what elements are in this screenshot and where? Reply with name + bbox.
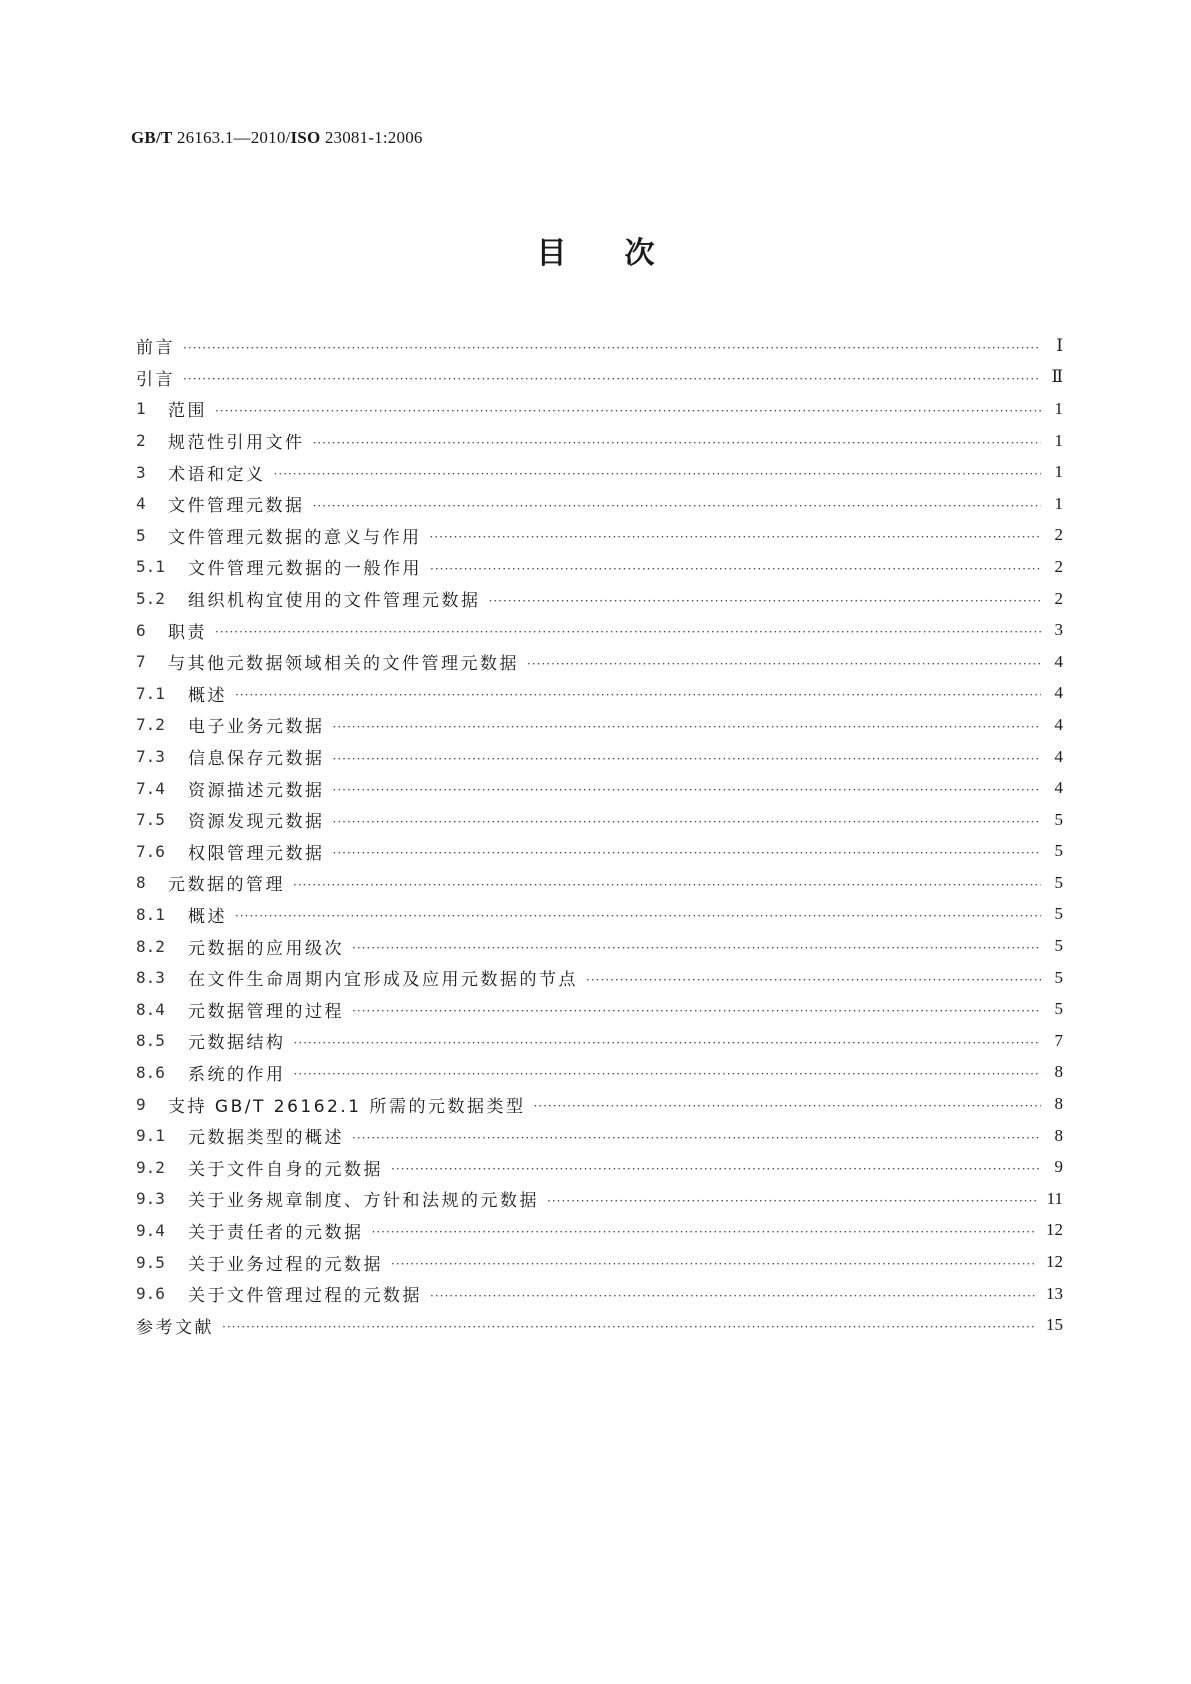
toc-entry-page: 4 xyxy=(1054,683,1063,703)
toc-entry[interactable] xyxy=(136,1278,1063,1310)
toc-dot-leader xyxy=(586,974,1041,986)
toc-entry-number: 5.1 xyxy=(136,557,165,577)
toc-dot-leader xyxy=(183,342,1041,354)
toc-entry-title: 引言 xyxy=(136,369,175,390)
toc-entry-number: 9.4 xyxy=(136,1220,165,1240)
toc-entry[interactable] xyxy=(136,1120,1063,1152)
toc-entry-page: Ⅱ xyxy=(1051,367,1063,387)
toc-entry-page: 5 xyxy=(1054,967,1063,987)
toc-entry-page: 5 xyxy=(1054,809,1063,829)
toc-entry-number: 9.5 xyxy=(136,1252,165,1272)
toc-dot-leader xyxy=(333,784,1042,796)
toc-dot-leader xyxy=(235,910,1041,922)
toc-entry-title: 前言 xyxy=(136,338,175,359)
toc-entry-title: 元数据类型的概述 xyxy=(188,1128,344,1149)
toc-entry-title: 关于文件自身的元数据 xyxy=(188,1159,383,1180)
toc-entry[interactable] xyxy=(136,1246,1063,1278)
toc-dot-leader xyxy=(372,1226,1037,1238)
toc-dot-leader xyxy=(235,689,1041,701)
toc-dot-leader xyxy=(313,500,1042,512)
toc-entry-number: 7.2 xyxy=(136,715,165,735)
toc-entry-page: 15 xyxy=(1046,1315,1063,1335)
toc-entry[interactable] xyxy=(136,867,1063,899)
toc-entry-number: 9 xyxy=(136,1094,146,1114)
toc-dot-leader xyxy=(527,658,1041,670)
toc-entry-page: 2 xyxy=(1054,588,1063,608)
toc-entry-title: 电子业务元数据 xyxy=(188,717,325,738)
toc-entry-page: 5 xyxy=(1054,936,1063,956)
toc-entry-number: 8 xyxy=(136,873,146,893)
toc-entry[interactable] xyxy=(136,425,1063,457)
toc-entry-page: 3 xyxy=(1054,620,1063,640)
toc-entry-number: 7.6 xyxy=(136,841,165,861)
toc-entry-page: 4 xyxy=(1054,778,1063,798)
toc-entry-title: 参考文献 xyxy=(136,1317,214,1338)
toc-entry-title: 关于业务过程的元数据 xyxy=(188,1254,383,1275)
toc-dot-leader xyxy=(274,468,1042,480)
toc-entry-title: 信息保存元数据 xyxy=(188,749,325,770)
toc-dot-leader xyxy=(391,1163,1041,1175)
toc-entry-title: 概述 xyxy=(188,685,227,706)
toc-dot-leader xyxy=(489,595,1042,607)
toc-dot-leader xyxy=(333,721,1042,733)
toc-entry[interactable] xyxy=(136,678,1063,710)
toc-entry-page: Ⅰ xyxy=(1056,335,1063,355)
toc-entry[interactable] xyxy=(136,1151,1063,1183)
toc-entry-page: 2 xyxy=(1054,556,1063,576)
toc-entry[interactable] xyxy=(136,741,1063,773)
toc-entry-number: 8.6 xyxy=(136,1062,165,1082)
toc-dot-leader xyxy=(430,563,1041,575)
toc-dot-leader xyxy=(183,373,1041,385)
toc-entry-page: 8 xyxy=(1054,1062,1063,1082)
toc-dot-leader xyxy=(294,1068,1042,1080)
toc-entry[interactable] xyxy=(136,899,1063,931)
iso-number: 23081-1:2006 xyxy=(320,128,423,147)
toc-entry-number: 4 xyxy=(136,494,146,514)
toc-entry[interactable] xyxy=(136,836,1063,868)
toc-entry-page: 4 xyxy=(1054,714,1063,734)
toc-entry-page: 2 xyxy=(1054,525,1063,545)
toc-dot-leader xyxy=(293,879,1041,891)
toc-entry-title: 在文件生命周期内宜形成及应用元数据的节点 xyxy=(188,970,578,991)
toc-entry-number: 8.4 xyxy=(136,999,165,1019)
toc-entry-number: 7.5 xyxy=(136,810,165,830)
toc-entry[interactable] xyxy=(136,456,1063,488)
toc-entry-number: 6 xyxy=(136,620,146,640)
toc-entry-title: 与其他元数据领域相关的文件管理元数据 xyxy=(168,654,519,675)
standard-designation xyxy=(131,128,423,148)
toc-entry[interactable] xyxy=(136,1057,1063,1089)
toc-entry[interactable] xyxy=(136,962,1063,994)
toc-dot-leader xyxy=(215,405,1041,417)
toc-entry-title: 权限管理元数据 xyxy=(188,843,325,864)
toc-entry-title: 文件管理元数据的意义与作用 xyxy=(168,527,422,548)
toc-entry-number: 8.1 xyxy=(136,904,165,924)
toc-entry-title: 资源发现元数据 xyxy=(188,812,325,833)
toc-entry-title: 组织机构宜使用的文件管理元数据 xyxy=(188,591,481,612)
toc-entry-number: 8.5 xyxy=(136,1031,165,1051)
toc-entry-title: 关于文件管理过程的元数据 xyxy=(188,1286,422,1307)
toc-entry[interactable] xyxy=(136,551,1063,583)
iso-prefix: ISO xyxy=(290,128,321,147)
toc-entry[interactable] xyxy=(136,1025,1063,1057)
toc-entry[interactable] xyxy=(136,646,1063,678)
toc-entry-page: 5 xyxy=(1054,872,1063,892)
toc-entry-page: 7 xyxy=(1054,1030,1063,1050)
toc-entry[interactable] xyxy=(136,1183,1063,1215)
toc-dot-leader xyxy=(352,942,1041,954)
toc-entry[interactable] xyxy=(136,804,1063,836)
toc-entry-number: 5 xyxy=(136,525,146,545)
toc-entry-number: 3 xyxy=(136,462,146,482)
toc-entry-page: 1 xyxy=(1054,462,1063,482)
toc-entry-title: 术语和定义 xyxy=(168,464,266,485)
toc-entry-page: 4 xyxy=(1054,651,1063,671)
toc-dot-leader xyxy=(222,1321,1036,1333)
toc-entry-number: 7.3 xyxy=(136,747,165,767)
toc-entry[interactable] xyxy=(136,330,1063,362)
toc-entry-title: 文件管理元数据的一般作用 xyxy=(188,559,422,580)
toc-entry[interactable] xyxy=(136,1215,1063,1247)
toc-entry-title: 范围 xyxy=(168,401,207,422)
toc-entry-number: 8.3 xyxy=(136,968,165,988)
toc-entry-title: 规范性引用文件 xyxy=(168,433,305,454)
toc-entry[interactable] xyxy=(136,488,1063,520)
toc-entry-number: 9.2 xyxy=(136,1157,165,1177)
toc-dot-leader xyxy=(333,753,1042,765)
toc-dot-leader xyxy=(430,531,1042,543)
toc-entry-title: 概述 xyxy=(188,906,227,927)
toc-entry[interactable] xyxy=(136,772,1063,804)
page-title: 目次 xyxy=(536,236,713,271)
table-of-contents xyxy=(136,330,1063,1341)
toc-entry-number: 7.1 xyxy=(136,683,165,703)
toc-dot-leader xyxy=(294,1037,1042,1049)
toc-entry[interactable] xyxy=(136,393,1063,425)
toc-entry-title: 关于业务规章制度、方针和法规的元数据 xyxy=(188,1191,539,1212)
toc-entry-title: 元数据结构 xyxy=(188,1033,286,1054)
toc-entry-page: 1 xyxy=(1054,398,1063,418)
toc-entry-title: 职责 xyxy=(168,622,207,643)
toc-entry-number: 9.6 xyxy=(136,1284,165,1304)
toc-entry-page: 5 xyxy=(1054,904,1063,924)
std-number: 26163.1—2010/ xyxy=(172,128,291,147)
toc-entry-number: 2 xyxy=(136,431,146,451)
toc-entry-number: 5.2 xyxy=(136,589,165,609)
toc-entry-number: 8.2 xyxy=(136,936,165,956)
toc-entry-title: 关于责任者的元数据 xyxy=(188,1222,364,1243)
toc-entry-title: 支持 GB/T 26162.1 所需的元数据类型 xyxy=(168,1096,526,1117)
toc-entry[interactable] xyxy=(136,1088,1063,1120)
toc-entry-page: 8 xyxy=(1054,1094,1063,1114)
toc-entry-title: 文件管理元数据 xyxy=(168,496,305,517)
toc-entry-page: 13 xyxy=(1046,1283,1063,1303)
toc-entry-page: 12 xyxy=(1046,1252,1063,1272)
toc-dot-leader xyxy=(391,1258,1036,1270)
toc-entry-number: 7.4 xyxy=(136,778,165,798)
toc-dot-leader xyxy=(547,1195,1037,1207)
toc-dot-leader xyxy=(333,847,1042,859)
toc-entry-page: 5 xyxy=(1054,841,1063,861)
toc-entry-title: 资源描述元数据 xyxy=(188,780,325,801)
toc-entry-page: 5 xyxy=(1054,999,1063,1019)
toc-entry-number: 9.1 xyxy=(136,1126,165,1146)
toc-entry-number: 9.3 xyxy=(136,1189,165,1209)
toc-dot-leader xyxy=(313,437,1042,449)
toc-entry[interactable] xyxy=(136,993,1063,1025)
toc-entry[interactable] xyxy=(136,1309,1063,1341)
toc-entry[interactable] xyxy=(136,614,1063,646)
toc-dot-leader xyxy=(352,1132,1041,1144)
toc-entry[interactable] xyxy=(136,362,1063,394)
toc-entry-title: 系统的作用 xyxy=(188,1064,286,1085)
toc-entry-number: 1 xyxy=(136,399,146,419)
toc-entry-page: 1 xyxy=(1054,430,1063,450)
toc-dot-leader xyxy=(215,626,1041,638)
toc-dot-leader xyxy=(430,1290,1036,1302)
toc-entry-page: 12 xyxy=(1046,1220,1063,1240)
toc-dot-leader xyxy=(333,816,1042,828)
toc-entry-page: 11 xyxy=(1046,1188,1063,1208)
toc-dot-leader xyxy=(533,1100,1041,1112)
toc-entry[interactable] xyxy=(136,709,1063,741)
toc-entry-page: 8 xyxy=(1054,1125,1063,1145)
toc-entry-page: 1 xyxy=(1054,493,1063,513)
toc-entry-page: 4 xyxy=(1054,746,1063,766)
toc-entry-title: 元数据管理的过程 xyxy=(188,1001,344,1022)
toc-entry[interactable] xyxy=(136,520,1063,552)
std-prefix: GB/T xyxy=(131,128,173,147)
toc-entry-title: 元数据的应用级次 xyxy=(188,938,344,959)
toc-entry[interactable] xyxy=(136,583,1063,615)
toc-entry-title: 元数据的管理 xyxy=(168,875,285,896)
toc-entry-page: 9 xyxy=(1054,1157,1063,1177)
toc-entry-number: 7 xyxy=(136,652,146,672)
toc-dot-leader xyxy=(352,1005,1041,1017)
toc-entry[interactable] xyxy=(136,930,1063,962)
